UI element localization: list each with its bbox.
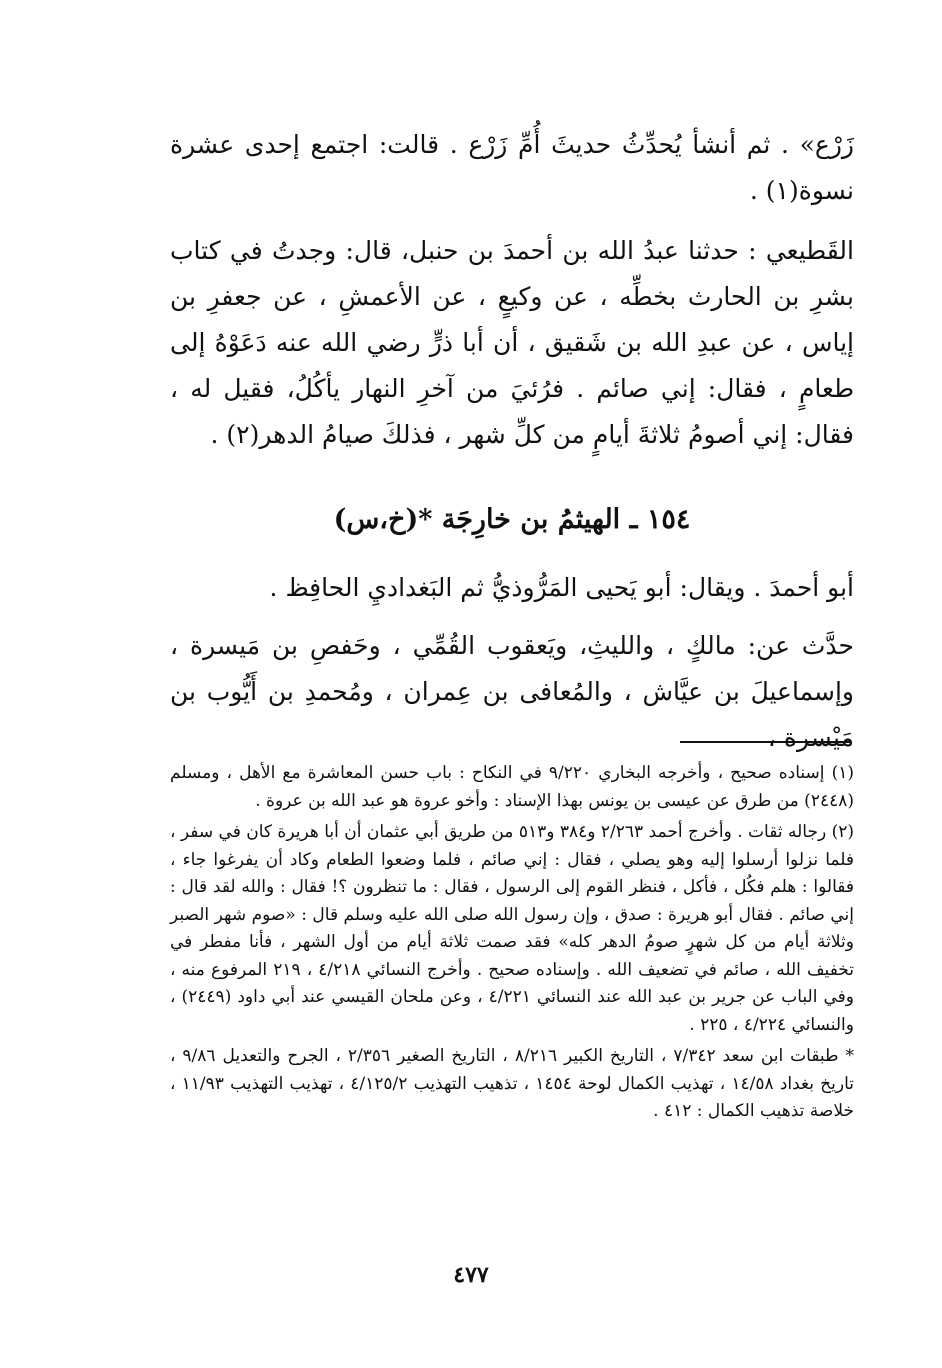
main-text-paragraph-1 [170, 122, 854, 214]
main-text-paragraph-3 [170, 565, 854, 611]
paragraph-text: أبو أحمدَ . ويقال: أبو يَحيى المَرُّوذيُّ ثم البَغداديِ الحافِظ . [269, 573, 854, 602]
footnote-2: (٢) رجاله ثقات . وأخرج أحمد ٢/٢٦٣ و٣٨٤ و٥١٣ من طريق أبي عثمان أن أبا هريرة كان في سفر ، فلما نزلوا أرسلوا إليه وهو يصلي ، فقال : إني صائم ، فلما وضعوا الطعام وكاد أن يفرغوا جاء ، فقالوا : هلم فكُل ، فأكل ، فنظر القوم إلى الرسول ، فقال : ما تنظرون ؟! فقال : والله لقد قال : إني صائم . فقال أبو هريرة : صدق ، وإن رسول الله صلى الله عليه وسلم قال : «صوم شهر الصبر وثلاثة أيام من كل شهرٍ صومُ الدهر كله» فقد صمت ثلاثة أيام من أول الشهر ، فأنا مفطر في تخفيف الله ، صائم في تضعيف الله . وإسناده صحيح . وأخرج النسائي ٤/٢١٨ ، ٢١٩ المرفوع منه ، وفي الباب عن جرير بن عبد الله عند النسائي ٤/٢٢١ ، وعن ملحان القيسي عند أبي داود (٢٤٤٩) ، والنسائي ٤/٢٢٤ ، ٢٢٥ . [170, 822, 854, 1035]
main-text-paragraph-2 [170, 228, 854, 458]
footnote-1: (١) إسناده صحيح ، وأخرجه البخاري ٩/٢٢٠ في النكاح : باب حسن المعاشرة مع الأهل ، ومسلم (٢٤٤٨) من طرق عن عيسى بن يونس بهذا الإسناد : وأخو عروة هو عبد الله بن عروة . [170, 763, 854, 811]
biography-heading: ١٥٤ ـ الهيثمُ بن خارِجَة *(خ،س) [333, 504, 691, 535]
footnote-divider [680, 741, 850, 743]
footnote-sources: * طبقات ابن سعد ٧/٣٤٢ ، التاريخ الكبير ٨/٢١٦ ، التاريخ الصغير ٢/٣٥٦ ، الجرح والتعديل ٩/٨٦ ، تاريخ بغداد ١٤/٥٨ ، تهذيب الكمال لوحة ١٤٥٤ ، تذهيب التهذيب ٤/١٢٥/٢ ، تهذيب التهذيب ١١/٩٣ ، خلاصة تذهيب الكمال : ٤١٢ . [170, 1046, 854, 1121]
page-number: ٤٧٧ [453, 1262, 489, 1288]
paragraph-text: القَطيعي : حدثنا عبدُ الله بن أحمدَ بن حنبل، قال: وجدتُ في كتاب بشرِ بن الحارث بخطِّه ، عن وكيعٍ ، عن الأعمشِ ، عن جعفرِ بن إياس ، عن عبدِ الله بن شَقيق ، أن أبا ذرٍّ رضي الله عنه دَعَوْهُ إلى طعامٍ ، فقال: إني صائم . فرُئيَ من آخرِ النهار يأكُلُ، فقيل له ، فقال: إني أصومُ ثلاثةَ أيامٍ من كلِّ شهر ، فذلكَ صيامُ الدهر(٢) . [170, 236, 854, 449]
footnotes [170, 760, 854, 1130]
paragraph-text: زَرْع» . ثم أنشأ يُحدِّثُ حديثَ أُمِّ زَرْع . قالت: اجتمع إحدى عشرة نسوة(١) . [170, 130, 854, 205]
paragraph-text: حدَّث عن: مالكٍ ، والليثِ، ويَعقوب القُمِّي ، وحَفصِ بن مَيسرة ، وإسماعيلَ بن عيَّاش ، والمُعافى بن عِمران ، ومُحمدِ بن أَيُّوب بن مَيْسرة ، [170, 631, 854, 752]
